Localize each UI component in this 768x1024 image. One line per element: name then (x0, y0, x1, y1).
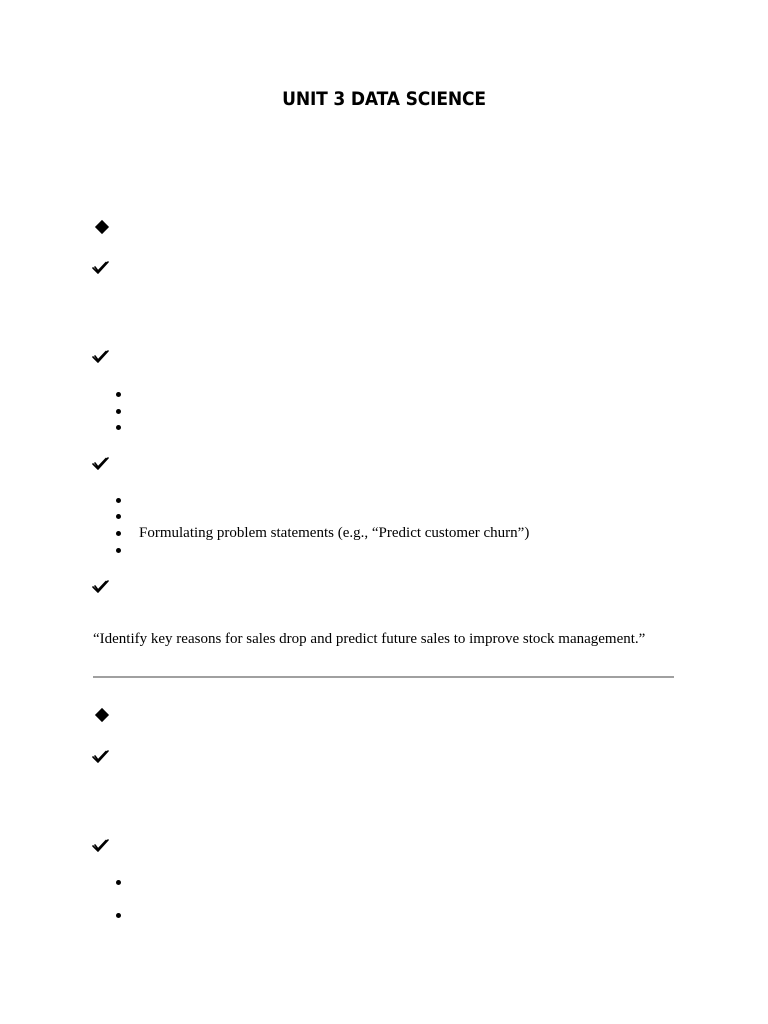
checkmark-icon (92, 580, 109, 594)
bullet-dot-icon (116, 409, 121, 414)
quote-text: “Identify key reasons for sales drop and predict future sales to improve stock management.” (93, 631, 646, 647)
checkmark-icon (92, 457, 109, 471)
bullet-dot-icon (116, 880, 121, 885)
diamond-bullet-icon (95, 220, 109, 234)
bullet-dot-icon (116, 514, 121, 519)
bullet-dot-icon (116, 913, 121, 918)
page-title: UNIT 3 DATA SCIENCE (282, 88, 486, 110)
horizontal-rule (93, 676, 674, 678)
list-item: Formulating problem statements (e.g., “Predict customer churn”) (139, 525, 530, 541)
bullet-dot-icon (116, 425, 121, 430)
bullet-dot-icon (116, 392, 121, 397)
bullet-dot-icon (116, 531, 121, 536)
checkmark-icon (92, 750, 109, 764)
bullet-dot-icon (116, 498, 121, 503)
bullet-dot-icon (116, 548, 121, 553)
checkmark-icon (92, 261, 109, 275)
checkmark-icon (92, 839, 109, 853)
checkmark-icon (92, 350, 109, 364)
diamond-bullet-icon (95, 708, 109, 722)
